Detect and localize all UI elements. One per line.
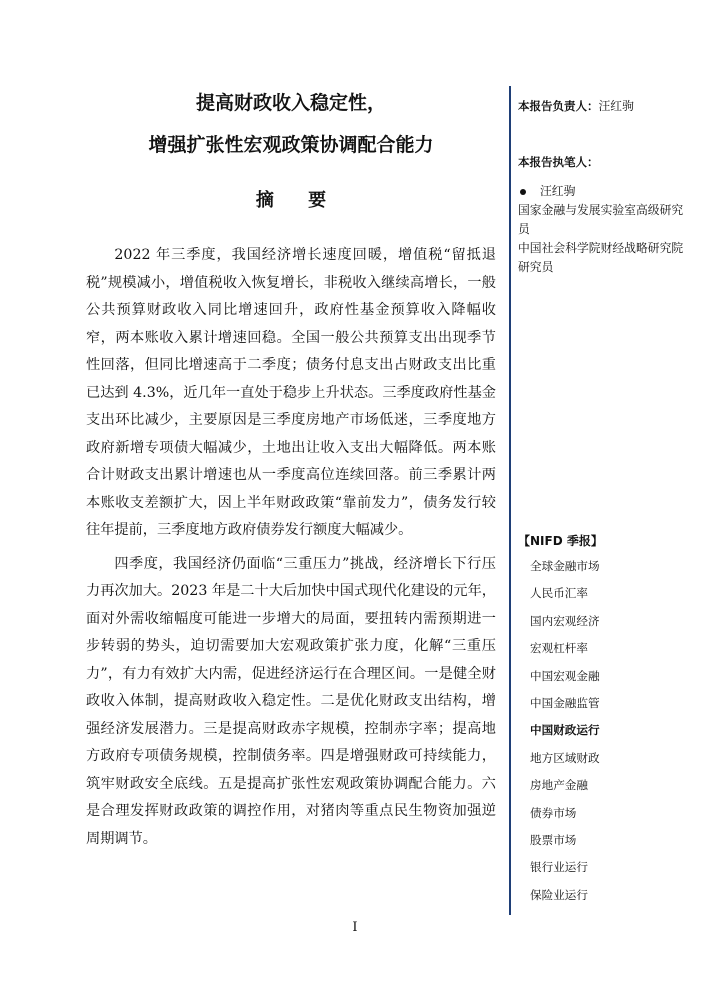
- nifd-item: 国内宏观经济: [530, 613, 600, 628]
- sidebar-divider: [509, 86, 511, 915]
- author-title-2: 中国社会科学院财经战略研究院研究员: [518, 241, 684, 274]
- nifd-report-list: [530, 556, 680, 912]
- nifd-heading: 【NIFD 季报】: [518, 534, 603, 548]
- nifd-item: 地方区域财政: [530, 750, 600, 765]
- nifd-item: 债券市场: [530, 805, 577, 820]
- nifd-item: 人民币汇率: [530, 586, 588, 601]
- report-lead-label: 本报告负责人：: [518, 99, 599, 113]
- nifd-item: 股票市场: [530, 832, 577, 847]
- report-lead-name: 汪红驹: [598, 99, 634, 113]
- main-content: [86, 86, 496, 853]
- authors-label: 本报告执笔人：: [518, 155, 599, 169]
- nifd-item: 银行业运行: [530, 860, 588, 875]
- report-title-line2: 增强扩张性宏观政策协调配合能力: [148, 134, 434, 156]
- report-lead: [518, 97, 688, 114]
- report-title-line1: 提高财政收入稳定性，: [195, 92, 386, 114]
- nifd-item: 房地产金融: [530, 778, 588, 793]
- bullet-icon: [520, 189, 526, 195]
- nifd-item: 宏观杠杆率: [530, 641, 588, 656]
- author-block: [518, 182, 688, 277]
- page-number: I: [352, 920, 358, 935]
- nifd-item-current: 中国财政运行: [530, 723, 600, 738]
- abstract-heading: 摘 要: [255, 190, 341, 211]
- author-name: 汪红驹: [540, 184, 576, 198]
- abstract-paragraph-1: 2022 年三季度，我国经济增长速度回暖，增值税“留抵退税”规模减小，增值税收入恢复增长，非税收入继续高增长，一般公共预算财政收入同比增速回升，政府性基金预算收入降幅收窄，两本账收入累计增速回稳。全国一般公共预算支出出现季节性回落，但同比增速高于二季度；债务付息支出占财政支出比重已达到 4.3%，近几年一直处于稳步上升状态。三季度政府性基金支出环比减少，主要原因是三季度房地产市场低迷，三季度地方政府新增专项债大幅减少，土地出让收入支出大幅降低。两本账合计财政支出累计增速也从一季度高位连续回落。前三季累计两本账收支差额扩大，因上半年财政政策“靠前发力”，债务发行较往年提前，三季度地方政府债券发行额度大幅减少。: [86, 247, 496, 538]
- nifd-item: 中国宏观金融: [530, 668, 600, 683]
- nifd-item: 全球金融市场: [530, 559, 600, 573]
- author-title-1: 国家金融与发展实验室高级研究员: [518, 203, 684, 236]
- abstract-paragraph-2: 四季度，我国经济仍面临“三重压力”挑战，经济增长下行压力再次加大。2023 年是二十大后加快中国式现代化建设的元年，面对外需收缩幅度可能进一步增大的局面，要扭转内需预期进一步转弱的势头，迫切需要加大宏观政策扩张力度，化解“三重压力”，有力有效扩大内需，促进经济运行在合理区间。一是健全财政收入体制，提高财政收入稳定性。二是优化财政支出结构，增强经济发展潜力。三是提高财政赤字规模，控制赤字率；提高地方政府专项债务规模，控制债务率。四是增强财政可持续能力，筑牢财政安全底线。五是提高扩张性宏观政策协调配合能力。六是合理发挥财政政策的调控作用，对猪肉等重点民生物资加强逆周期调节。: [86, 555, 496, 847]
- nifd-item: 保险业运行: [530, 887, 588, 902]
- nifd-item: 中国金融监管: [530, 695, 600, 710]
